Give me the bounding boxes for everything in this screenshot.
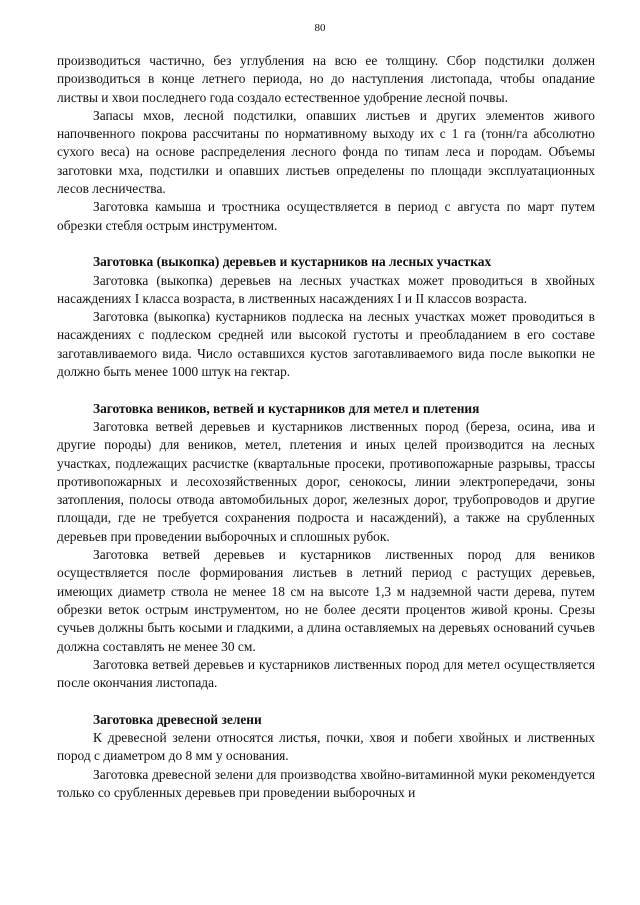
- paragraph-greenery-harvest: Заготовка древесной зелени для производства хвойно-витаминной муки рекомендуется только со срубленных деревьев при проведении выборочных и: [57, 766, 595, 800]
- page-content: [57, 52, 595, 802]
- page-number: 80: [314, 22, 326, 34]
- paragraph-besom-harvest: Заготовка ветвей деревьев и кустарников лиственных пород для метел осуществляется после окончания листопада.: [57, 656, 595, 691]
- paragraph-tree-digging: Заготовка (выкопка) деревьев на лесных участках может проводиться в хвойных насаждениях I класса возраста, в лиственных насаждениях I и II классов возраста.: [57, 272, 595, 306]
- section-gap: [57, 381, 595, 399]
- paragraph-branch-harvest-areas: Заготовка ветвей деревьев и кустарников лиственных пород (береза, осина, ива и другие породы) для веников, метел, плетения и иных целей производится на лесных участках, подлежащих расчистке (квартальные просеки, противопожарные разрывы, трассы противопожарных и лесохозяйственных дорог, сенокосы, линии электропередачи, зоны затопления, полосы отвода автомобильных дорог, железных дорог, трубопроводов и другие площади, где не требуется сохранения подроста и насаждений), а также на срубленных деревьев при проведении выборочных и сплошных рубок.: [57, 418, 595, 544]
- paragraph-greenery-definition: К древесной зелени относятся листья, почки, хвоя и побеги хвойных и лиственных пород с диаметром до 8 мм у основания.: [57, 729, 595, 764]
- section-gap: [57, 692, 595, 710]
- section-gap: [57, 235, 595, 253]
- paragraph-shrub-digging: Заготовка (выкопка) кустарников подлеска на лесных участках может проводиться в насаждениях с подлеском средней или высокой густоты и преобладанием в его составе заготавливаемого вида. Число оставшихся кустов заготавливаемого вида после выкопки не должно быть менее 1000 штук на гектар.: [57, 309, 595, 380]
- paragraph-moss-reserves: Запасы мхов, лесной подстилки, опавших листьев и других элементов живого напочвенного покрова рассчитаны по нормативному выходу их с 1 га (тонн/га абсолютно сухого веса) на основе распределения лесного фонда по типам леса и породам. Объемы заготовки мха, подстилки и опавших листьев определены по площади эксплуатационных лесов лесничества.: [57, 107, 595, 197]
- paragraph-litter-collection: производиться частично, без углубления на всю ее толщину. Сбор подстилки должен производиться в конце летнего периода, но до наступления листопада, чтобы опадание листвы и хвои последнего года создало естественное удобрение лесной почвы.: [57, 53, 595, 105]
- paragraph-broom-harvest-rules: Заготовка ветвей деревьев и кустарников лиственных пород для веников осуществляется после формирования листьев в летний период с растущих деревьев, имеющих диаметр ствола не менее 18 см на высоте 1,3 м надземной части дерева, путем обрезки веток острым инструментом, но не более десяти процентов живой кроны. Срезы сучьев должны быть косыми и гладкими, а длина оставляемых на деревьях оснований сучьев должна составлять не менее 30 см.: [57, 547, 595, 654]
- section-heading-brooms-branches: Заготовка веников, ветвей и кустарников для метел и плетения: [93, 400, 480, 416]
- section-heading-tree-greenery: Заготовка древесной зелени: [93, 711, 262, 727]
- section-heading-tree-digging: Заготовка (выкопка) деревьев и кустарников на лесных участках: [93, 254, 492, 270]
- paragraph-reed-harvest: Заготовка камыша и тростника осуществляется в период с августа по март путем обрезки стебля острым инструментом.: [57, 199, 595, 233]
